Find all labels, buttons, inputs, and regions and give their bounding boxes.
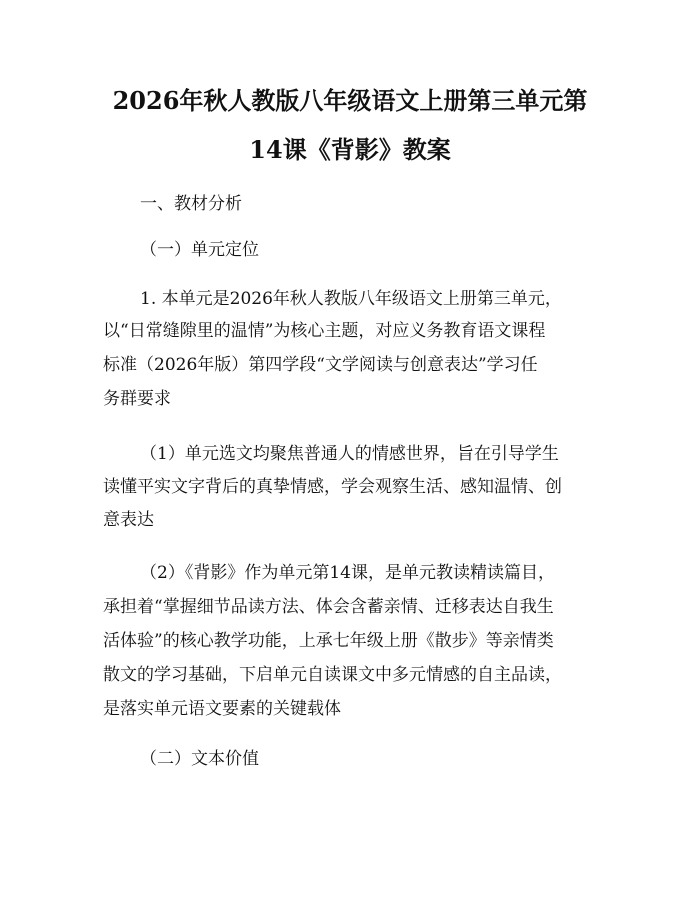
paragraph-3-line-1: （2）《背影》作为单元第14课，是单元教读精读篇目， [140,563,555,583]
paragraph-3-line-3: 活体验”的核心教学功能，上承七年级上册《散步》等亲情类 [103,631,554,651]
document-title-line-2: 14课《背影》教案 [249,135,451,164]
document-title-line-1: 2026年秋人教版八年级语文上册第三单元第 [112,86,588,115]
paragraph-2-line-2: 读懂平实文字背后的真挚情感，学会观察生活、感知温情、创 [103,477,562,497]
paragraph-3-line-4: 散文的学习基础，下启单元自读课文中多元情感的自主品读， [103,665,562,685]
subsection-heading-text-value: （二）文本价值 [140,749,259,769]
paragraph-3-line-5: 是落实单元语文要素的关键载体 [103,699,341,719]
paragraph-2-line-1: （1）单元选文均聚焦普通人的情感世界，旨在引导学生 [140,444,559,464]
subsection-heading-unit-positioning: （一）单元定位 [140,240,259,260]
paragraph-1-line-1: 1. 本单元是2026年秋人教版八年级语文上册第三单元， [140,289,562,309]
paragraph-1-line-4: 务群要求 [103,389,171,409]
paragraph-3-line-2: 承担着“掌握细节品读方法、体会含蓄亲情、迁移表达自我生 [103,597,554,617]
paragraph-2-line-3: 意表达 [103,510,154,530]
paragraph-1-line-2: 以“日常缝隙里的温情”为核心主题，对应义务教育语文课程 [103,321,546,341]
paragraph-1-line-3: 标准（2026年版）第四学段“文学阅读与创意表达”学习任 [103,355,538,375]
section-heading-textbook-analysis: 一、教材分析 [140,194,242,214]
